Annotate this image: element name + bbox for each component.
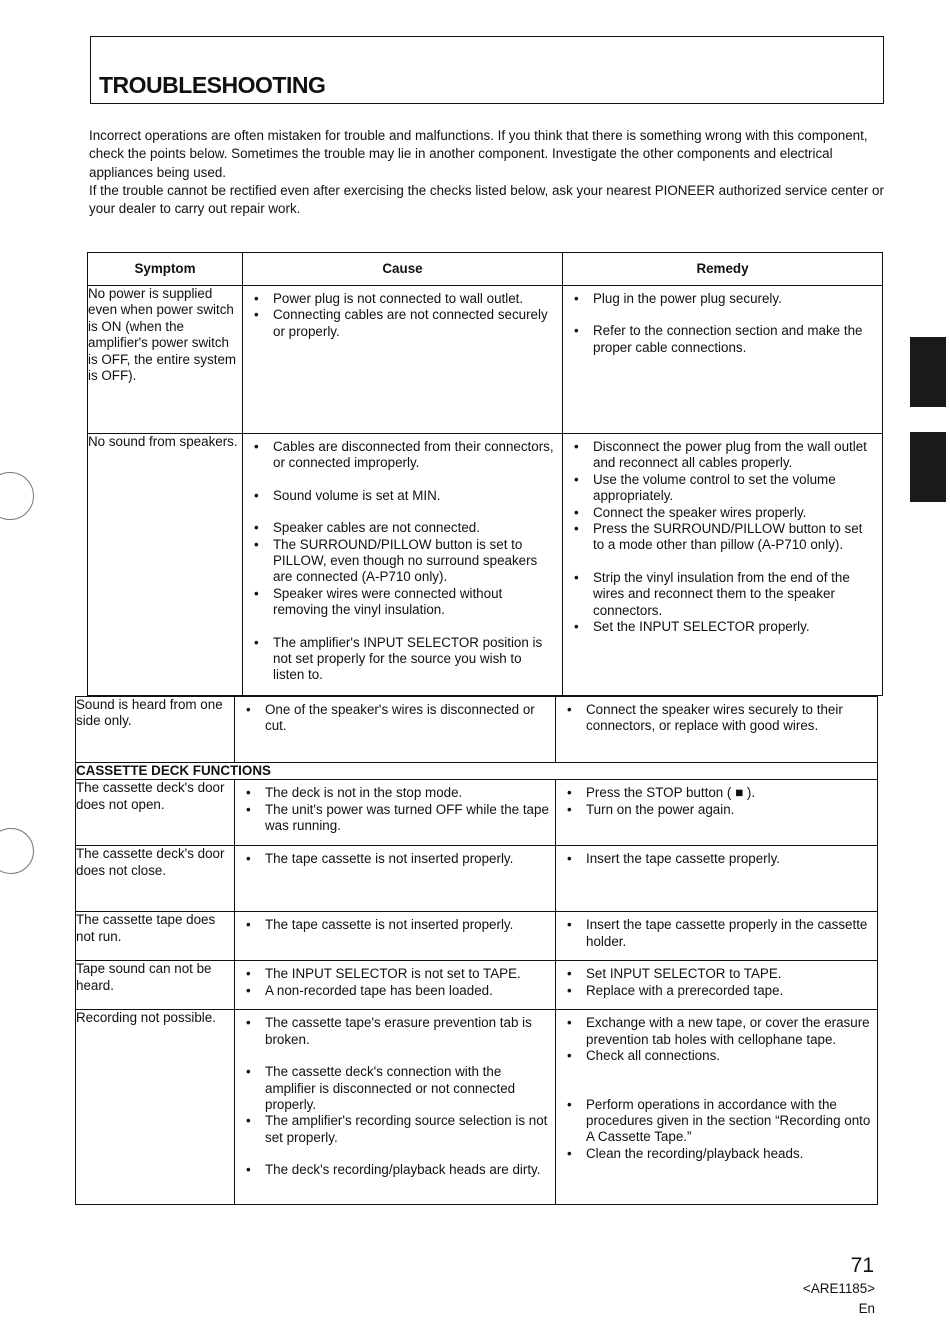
cause-cell bbox=[235, 697, 556, 763]
intro-paragraph-2: If the trouble cannot be rectified even after exercising the checks listed below, ask your nearest PIONEER authorized service center or your dealer to carry out repair work. bbox=[89, 182, 884, 217]
remedy-cell bbox=[556, 697, 878, 763]
remedy-item: • Perform operations in accordance with the procedures given in the section “Recording onto A Cassette Tape.” bbox=[586, 1097, 871, 1146]
header-symptom: Symptom bbox=[88, 253, 243, 286]
remedy-item: • Check all connections. bbox=[586, 1048, 871, 1064]
table-row bbox=[76, 1010, 878, 1205]
remedy-item: • Set the INPUT SELECTOR properly. bbox=[593, 619, 876, 635]
binder-hole-upper bbox=[0, 472, 34, 520]
cause-item: • The INPUT SELECTOR is not set to TAPE. bbox=[265, 966, 549, 982]
remedy-item: • Refer to the connection section and make the proper cable connections. bbox=[593, 323, 876, 356]
symptom-cell: Recording not possible. bbox=[76, 1010, 235, 1205]
table-row bbox=[76, 846, 878, 912]
remedy-item: • Set INPUT SELECTOR to TAPE. bbox=[586, 966, 871, 982]
remedy-cell bbox=[556, 846, 878, 912]
cause-item: • Speaker wires were connected without removing the vinyl insulation. bbox=[273, 586, 556, 619]
section-title: CASSETTE DECK FUNCTIONS bbox=[76, 763, 878, 780]
side-tab-lower bbox=[910, 432, 946, 502]
remedy-item: • Connect the speaker wires properly. bbox=[593, 505, 876, 521]
header-cause: Cause bbox=[243, 253, 563, 286]
title-box bbox=[90, 36, 884, 104]
cause-item: • The deck's recording/playback heads are dirty. bbox=[265, 1162, 549, 1178]
remedy-item: • Insert the tape cassette properly. bbox=[586, 851, 871, 867]
remedy-cell bbox=[563, 434, 883, 696]
cause-item: • Connecting cables are not connected securely or properly. bbox=[273, 307, 556, 340]
remedy-cell bbox=[563, 286, 883, 434]
cause-cell bbox=[235, 846, 556, 912]
remedy-cell bbox=[556, 961, 878, 1010]
remedy-item: • Press the STOP button ( ■ ). bbox=[586, 785, 871, 801]
table-row bbox=[76, 697, 878, 763]
remedy-item: • Disconnect the power plug from the wall outlet and reconnect all cables properly. bbox=[593, 439, 876, 472]
remedy-cell bbox=[556, 780, 878, 846]
cause-cell bbox=[235, 780, 556, 846]
side-tab-upper bbox=[910, 337, 946, 407]
remedy-item: • Connect the speaker wires securely to their connectors, or replace with good wires. bbox=[586, 702, 871, 735]
page-number: 71 bbox=[850, 1254, 874, 1277]
cause-item: • The tape cassette is not inserted properly. bbox=[265, 917, 549, 933]
cause-cell bbox=[235, 1010, 556, 1205]
page-title: TROUBLESHOOTING bbox=[99, 72, 326, 98]
remedy-item: • Plug in the power plug securely. bbox=[593, 291, 876, 307]
table-row bbox=[76, 780, 878, 846]
symptom-cell: No power is supplied even when power switch is ON (when the amplifier's power switch is OFF, the entire system is OFF). bbox=[88, 286, 243, 434]
cause-item: • Speaker cables are not connected. bbox=[273, 520, 556, 536]
cause-item: • The amplifier's recording source selection is not set properly. bbox=[265, 1113, 549, 1146]
symptom-cell: The cassette deck's door does not open. bbox=[76, 780, 235, 846]
cause-item: • The tape cassette is not inserted properly. bbox=[265, 851, 549, 867]
cause-item: • A non-recorded tape has been loaded. bbox=[265, 983, 549, 999]
remedy-item: • Clean the recording/playback heads. bbox=[586, 1146, 871, 1162]
table-row bbox=[76, 912, 878, 961]
cause-item: • The unit's power was turned OFF while the tape was running. bbox=[265, 802, 549, 835]
document-code: <ARE1185> bbox=[803, 1281, 875, 1296]
cause-item: • Power plug is not connected to wall outlet. bbox=[273, 291, 556, 307]
header-remedy: Remedy bbox=[563, 253, 883, 286]
remedy-cell bbox=[556, 912, 878, 961]
intro-paragraph-1: Incorrect operations are often mistaken for trouble and malfunctions. If you think that there is something wrong with this component, check the points below. Sometimes the trouble may lie in another component. Investigate the other components and electrical appliances being used. bbox=[89, 128, 868, 180]
remedy-item: • Insert the tape cassette properly in the cassette holder. bbox=[586, 917, 871, 950]
cause-item: • The SURROUND/PILLOW button is set to PILLOW, even though no surround speakers are connected (A-P710 only). bbox=[273, 537, 556, 586]
remedy-item: • Press the SURROUND/PILLOW button to set to a mode other than pillow (A-P710 only). bbox=[593, 521, 876, 554]
cause-cell bbox=[235, 961, 556, 1010]
language-code: En bbox=[858, 1301, 875, 1316]
binder-hole-lower bbox=[0, 828, 34, 874]
cause-item: • Sound volume is set at MIN. bbox=[273, 488, 556, 504]
cause-item: • The amplifier's INPUT SELECTOR position is not set properly for the source you wish to listen to. bbox=[273, 635, 556, 684]
troubleshooting-table-cassette bbox=[75, 696, 878, 1205]
cause-item: • The deck is not in the stop mode. bbox=[265, 785, 549, 801]
symptom-cell: Sound is heard from one side only. bbox=[76, 697, 235, 763]
remedy-item: • Strip the vinyl insulation from the end of the wires and reconnect them to the speaker connectors. bbox=[593, 570, 876, 619]
remedy-item: • Exchange with a new tape, or cover the erasure prevention tab holes with cellophane tape. bbox=[586, 1015, 871, 1048]
troubleshooting-table-general bbox=[87, 252, 883, 696]
cause-cell bbox=[243, 286, 563, 434]
remedy-cell bbox=[556, 1010, 878, 1205]
cause-cell bbox=[243, 434, 563, 696]
section-header-row bbox=[76, 763, 878, 780]
remedy-item: • Replace with a prerecorded tape. bbox=[586, 983, 871, 999]
remedy-item: • Turn on the power again. bbox=[586, 802, 871, 818]
cause-item: • One of the speaker's wires is disconnected or cut. bbox=[265, 702, 549, 735]
symptom-cell: The cassette deck's door does not close. bbox=[76, 846, 235, 912]
remedy-item: • Use the volume control to set the volume appropriately. bbox=[593, 472, 876, 505]
table-row bbox=[88, 434, 883, 696]
cause-item: • The cassette deck's connection with the amplifier is disconnected or not connected properly. bbox=[265, 1064, 549, 1113]
cause-cell bbox=[235, 912, 556, 961]
symptom-cell: No sound from speakers. bbox=[88, 434, 243, 696]
table-row bbox=[76, 961, 878, 1010]
table-header-row bbox=[88, 253, 883, 286]
symptom-cell: Tape sound can not be heard. bbox=[76, 961, 235, 1010]
intro-text bbox=[89, 127, 889, 218]
cause-item: • Cables are disconnected from their connectors, or connected improperly. bbox=[273, 439, 556, 472]
cause-item: • The cassette tape's erasure prevention tab is broken. bbox=[265, 1015, 549, 1048]
symptom-cell: The cassette tape does not run. bbox=[76, 912, 235, 961]
table-row bbox=[88, 286, 883, 434]
